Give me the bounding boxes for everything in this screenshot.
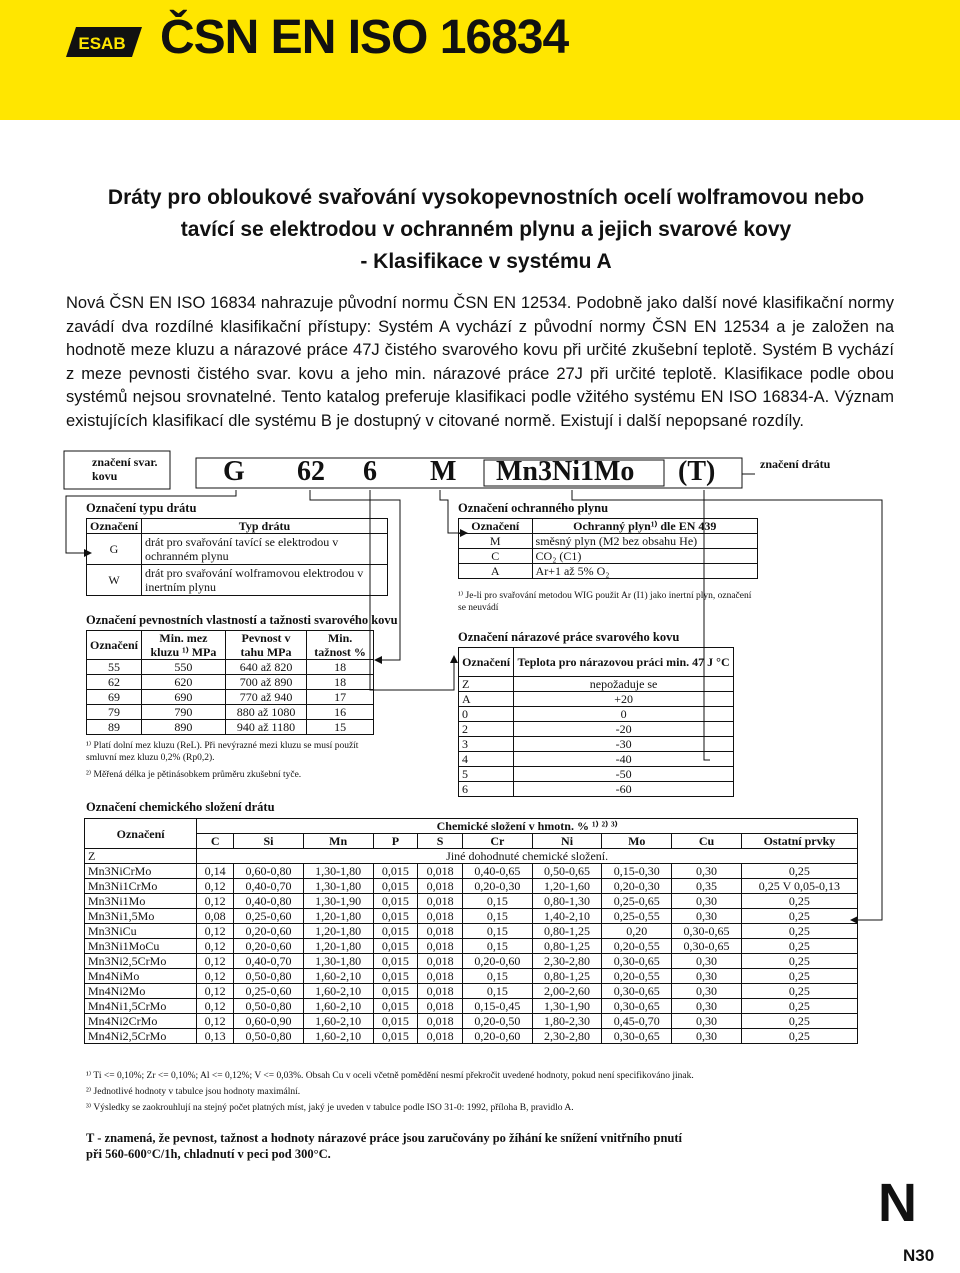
table-cell: 0,40-0,70: [234, 879, 304, 894]
table-cell: 0,30: [672, 969, 742, 984]
table-cell: 0,20-0,30: [602, 879, 672, 894]
table-cell: Mn3Ni1CrMo: [85, 879, 197, 894]
table-cell: 1,30-1,90: [303, 894, 373, 909]
table-cell: 0,018: [418, 924, 463, 939]
table-cell: 62: [87, 675, 142, 690]
table-cell: 0,015: [373, 1014, 418, 1029]
table-cell: Mn3NiCu: [85, 924, 197, 939]
table-cell: 0,30: [672, 984, 742, 999]
table-cell: 0,015: [373, 894, 418, 909]
table-cell: 1,60-2,10: [303, 984, 373, 999]
table-cell: 0,015: [373, 954, 418, 969]
table-cell: 0,08: [197, 909, 234, 924]
table-cell: 0,30-0,65: [672, 939, 742, 954]
chem-row: [85, 984, 858, 999]
table-cell: 0,20-0,60: [234, 939, 304, 954]
table-cell: Mn4Ni1,5CrMo: [85, 999, 197, 1014]
table-cell: 3: [459, 737, 514, 752]
table-cell: 0,25: [741, 969, 857, 984]
table-cell: Mn4Ni2Mo: [85, 984, 197, 999]
table-cell: 0,30: [672, 864, 742, 879]
table-cell: 0,15-0,30: [602, 864, 672, 879]
wire-type-table: Označení Typ drátu G drát pro svařování tavící se elektrodou v ochranném plynu W drát pro svařování wolframovou elektrodou v inertním plynu: [86, 518, 388, 596]
table-cell: 0,018: [418, 969, 463, 984]
table-cell: 1,20-1,80: [303, 909, 373, 924]
table-cell: 0,25-0,55: [602, 909, 672, 924]
table-cell: 0,018: [418, 1029, 463, 1044]
table-cell: 770 až 940: [225, 690, 306, 705]
table-cell: 0,015: [373, 939, 418, 954]
table-cell: 940 až 1180: [225, 720, 306, 735]
table-cell: 0,25-0,65: [602, 894, 672, 909]
table-cell: 0,25-0,60: [234, 909, 304, 924]
strength-table: Označení Min. mez kluzu ¹⁾ MPa Pevnost v tahu MPa Min. tažnost % 55 550 640 až 820 18 62 620 700 až 890 18 69 690 770 až 940 17 79 790 880 až 1080 16 89 890 940 až 1180 15: [86, 630, 374, 735]
chem-note-3: ³⁾ Výsledky se zaokrouhlují na stejný počet platných míst, jaký je uveden v tabulce podle ISO 31-0: 1992, příloha B, pravidlo A.: [86, 1103, 574, 1113]
strength-row: [87, 690, 374, 705]
table-cell: +20: [514, 692, 734, 707]
table-cell: Mn3Ni1Mo: [85, 894, 197, 909]
table-cell: 0,015: [373, 999, 418, 1014]
table-cell: 0,12: [197, 984, 234, 999]
table-cell: 0,25: [741, 1029, 857, 1044]
table-cell: 0,30-0,65: [602, 984, 672, 999]
table-cell: 0,12: [197, 954, 234, 969]
impact-row: [459, 737, 734, 752]
table-cell: 0,015: [373, 984, 418, 999]
table-cell: 0,12: [197, 894, 234, 909]
weld-metal-label: značení svar. kovu: [92, 455, 158, 483]
chem-column-header: Mo: [602, 834, 672, 849]
table-cell: 1,60-2,10: [303, 1014, 373, 1029]
document-title: Dráty pro obloukové svařování vysokopevnostních ocelí wolframovou nebo tavící se elektrodou v ochranném plynu a jejich svarové kovy - Klasifikace v systému A: [107, 186, 865, 273]
chem-row: [85, 999, 858, 1014]
table-cell: 0,015: [373, 909, 418, 924]
chem-row: [85, 969, 858, 984]
table-cell: 0,12: [197, 939, 234, 954]
table-cell: 5: [459, 767, 514, 782]
table-cell: 79: [87, 705, 142, 720]
table-cell: -50: [514, 767, 734, 782]
table-cell: 0,25: [741, 939, 857, 954]
table-cell: 0,25 V 0,05-0,13: [741, 879, 857, 894]
table-cell: 620: [142, 675, 226, 690]
table-cell: 1,40-2,10: [532, 909, 602, 924]
table-cell: 0,60-0,80: [234, 864, 304, 879]
table-cell: 0,50-0,80: [234, 969, 304, 984]
impact-table: Označení Teplota pro nárazovou práci min. 47 J °C Z nepožaduje se A +20 0 0 2 -20 3 -30 4 -40 5 -50 6 -60: [458, 647, 734, 797]
chem-row: [85, 954, 858, 969]
table-cell: 0,018: [418, 999, 463, 1014]
table-cell: Mn4Ni2CrMo: [85, 1014, 197, 1029]
table-cell: 0,25-0,60: [234, 984, 304, 999]
chem-row: [85, 894, 858, 909]
table-cell: Mn3NiCrMo: [85, 864, 197, 879]
table-cell: 0,12: [197, 879, 234, 894]
impact-row: [459, 752, 734, 767]
table-cell: 0,12: [197, 924, 234, 939]
code-part-impact: 6: [363, 456, 377, 487]
table-cell: -20: [514, 722, 734, 737]
table-cell: 0,12: [197, 969, 234, 984]
table-cell: 0,30: [672, 909, 742, 924]
gas-title: Označení ochranného plynu: [458, 501, 609, 515]
strength-title: Označení pevnostních vlastností a tažnosti svarového kovu: [86, 613, 398, 627]
table-cell: 0,25: [741, 984, 857, 999]
table-cell: 0,45-0,70: [602, 1014, 672, 1029]
strength-row: [87, 675, 374, 690]
table-cell: 0,15: [462, 909, 532, 924]
table-cell: -40: [514, 752, 734, 767]
table-cell: 0,30-0,65: [672, 924, 742, 939]
chem-row: [85, 1029, 858, 1044]
code-part-strength: 62: [297, 456, 325, 487]
table-cell: Mn3Ni2,5CrMo: [85, 954, 197, 969]
table-cell: 0,20-0,60: [234, 924, 304, 939]
table-cell: 0,15-0,45: [462, 999, 532, 1014]
table-cell: 4: [459, 752, 514, 767]
table-cell: 0,015: [373, 879, 418, 894]
chem-column-header: P: [373, 834, 418, 849]
chem-column-header: Mn: [303, 834, 373, 849]
table-cell: 0,50-0,65: [532, 864, 602, 879]
table-cell: 640 až 820: [225, 660, 306, 675]
chem-row: [85, 939, 858, 954]
table-cell: 0,35: [672, 879, 742, 894]
table-cell: 1,30-1,80: [303, 954, 373, 969]
table-cell: 0,018: [418, 1014, 463, 1029]
code-part-type: G: [223, 456, 245, 487]
impact-title: Označení nárazové práce svarového kovu: [458, 630, 680, 644]
table-cell: 0,20-0,55: [602, 939, 672, 954]
table-cell: 0,15: [462, 939, 532, 954]
table-cell: 2,00-2,60: [532, 984, 602, 999]
table-cell: 0,30: [672, 954, 742, 969]
table-cell: 1,20-1,80: [303, 939, 373, 954]
table-cell: 0,018: [418, 939, 463, 954]
table-cell: 17: [307, 690, 374, 705]
table-cell: 0,20: [602, 924, 672, 939]
gas-table: Označení Ochranný plyn¹⁾ dle EN 439 M směsný plyn (M2 bez obsahu He) C CO₂ (C1) A Ar+1 až 5% O₂: [458, 518, 758, 579]
table-cell: 0,20-0,60: [462, 954, 532, 969]
chem-column-header: C: [197, 834, 234, 849]
table-cell: 0,018: [418, 864, 463, 879]
chem-row: [85, 924, 858, 939]
chem-row: [85, 879, 858, 894]
table-cell: 700 až 890: [225, 675, 306, 690]
table-cell: 1,60-2,10: [303, 1029, 373, 1044]
svg-text:ESAB: ESAB: [78, 34, 126, 53]
table-cell: 1,60-2,10: [303, 999, 373, 1014]
table-cell: 0,015: [373, 969, 418, 984]
table-cell: 0,50-0,80: [234, 1029, 304, 1044]
table-cell: 0: [459, 707, 514, 722]
table-cell: 0,40-0,65: [462, 864, 532, 879]
table-cell: 15: [307, 720, 374, 735]
table-cell: 1,60-2,10: [303, 969, 373, 984]
table-cell: 1,30-1,90: [532, 999, 602, 1014]
table-cell: 0,30-0,65: [602, 1029, 672, 1044]
table-cell: A: [459, 692, 514, 707]
table-cell: 0,20-0,50: [462, 1014, 532, 1029]
page-title: ČSN EN ISO 16834: [160, 11, 569, 64]
table-cell: 0,12: [197, 999, 234, 1014]
table-cell: 1,30-1,80: [303, 864, 373, 879]
table-cell: 0,30: [672, 894, 742, 909]
chem-column-header: Ostatní prvky: [741, 834, 857, 849]
table-cell: 0,20-0,60: [462, 1029, 532, 1044]
table-cell: 1,20-1,80: [303, 924, 373, 939]
page-number: N30: [903, 1246, 935, 1265]
chem-column-header: Ni: [532, 834, 602, 849]
table-cell: 0,25: [741, 864, 857, 879]
chem-row: [85, 909, 858, 924]
table-cell: 0,80-1,30: [532, 894, 602, 909]
table-cell: 0,25: [741, 924, 857, 939]
code-part-gas: M: [430, 456, 457, 487]
table-cell: 0,12: [197, 1014, 234, 1029]
chem-title: Označení chemického složení drátu: [86, 800, 275, 814]
table-cell: 0,30: [672, 999, 742, 1014]
chem-column-header: Cu: [672, 834, 742, 849]
wire-type-title: Označení typu drátu: [86, 501, 197, 515]
chem-row: [85, 864, 858, 879]
table-cell: 18: [307, 675, 374, 690]
table-cell: 890: [142, 720, 226, 735]
table-cell: 2,30-2,80: [532, 1029, 602, 1044]
table-cell: 16: [307, 705, 374, 720]
table-cell: 0,25: [741, 909, 857, 924]
table-cell: 1,20-1,60: [532, 879, 602, 894]
impact-row: [459, 692, 734, 707]
table-cell: 1,80-2,30: [532, 1014, 602, 1029]
table-cell: 0,018: [418, 894, 463, 909]
table-cell: -60: [514, 782, 734, 797]
intro-paragraph: Nová ČSN EN ISO 16834 nahrazuje původní normu ČSN EN 12534. Podobně jako další nové klasifikační normy zavádí dva rozdílné klasifikační přístupy: Systém A vychází z původní normy ČSN EN 12534 a je založen na hodnotě meze kluzu a nárazové práce 47J čistého svarového kovu při určité zkušební teplotě. Systém B vychází z meze pevnosti čistého svar. kovu a jeho min. nárazové práce 27J při určité teplotě. Klasifikace podle obou systémů nejsou srovnatelné. Tento katalog preferuje klasifikaci podle vžitého systému EN ISO 16834-A. Význam existujících klasifikací dle systému B je dostupný v citované normě. Existují i další nepopsané rozdíly.: [66, 294, 894, 430]
table-cell: 0,60-0,90: [234, 1014, 304, 1029]
section-letter: N: [878, 1173, 917, 1233]
strength-row: [87, 705, 374, 720]
table-cell: Mn3Ni1,5Mo: [85, 909, 197, 924]
table-cell: 69: [87, 690, 142, 705]
table-cell: Mn4NiMo: [85, 969, 197, 984]
table-cell: 0,15: [462, 984, 532, 999]
table-cell: 880 až 1080: [225, 705, 306, 720]
table-cell: 0,25: [741, 1014, 857, 1029]
table-cell: 0,25: [741, 894, 857, 909]
code-part-chem: Mn3Ni1Mo: [496, 456, 635, 487]
table-cell: 0,14: [197, 864, 234, 879]
table-cell: 0,018: [418, 984, 463, 999]
table-cell: 0,40-0,80: [234, 894, 304, 909]
chem-column-header: Si: [234, 834, 304, 849]
strength-note-2: ²⁾ Měřená délka je pětinásobkem průměru zkušební tyče.: [86, 770, 302, 780]
table-cell: 1,30-1,80: [303, 879, 373, 894]
chem-row: [85, 1014, 858, 1029]
chem-note-2: ²⁾ Jednotlivé hodnoty v tabulce jsou hodnoty maximální.: [86, 1087, 301, 1097]
strength-row: [87, 660, 374, 675]
table-cell: 0,018: [418, 909, 463, 924]
chem-column-header: Cr: [462, 834, 532, 849]
table-cell: 550: [142, 660, 226, 675]
table-cell: 0,20-0,55: [602, 969, 672, 984]
table-cell: 0,015: [373, 1029, 418, 1044]
table-cell: 0,30-0,65: [602, 999, 672, 1014]
impact-row: [459, 677, 734, 692]
chem-column-header: S: [418, 834, 463, 849]
table-cell: 0,80-1,25: [532, 924, 602, 939]
table-cell: 0,30: [672, 1029, 742, 1044]
code-part-t: (T): [678, 456, 716, 487]
table-cell: 0,15: [462, 969, 532, 984]
table-cell: 55: [87, 660, 142, 675]
table-cell: 0,15: [462, 894, 532, 909]
chem-note-1: ¹⁾ Ti <= 0,10%; Zr <= 0,10%; Al <= 0,12%; V <= 0,03%. Obsah Cu v oceli včetně pomědění nesmí překročit uvedené hodnoty, pokud není specifikováno jinak.: [86, 1071, 694, 1081]
table-cell: 89: [87, 720, 142, 735]
impact-row: [459, 767, 734, 782]
table-cell: Mn4Ni2,5CrMo: [85, 1029, 197, 1044]
impact-row: [459, 707, 734, 722]
table-cell: 0,30: [672, 1014, 742, 1029]
strength-note-1: ¹⁾ Platí dolní mez kluzu (ReL). Při nevýrazné mezi kluzu se musí použít smluvní mez kluzu 0,2% (Rp0,2).: [86, 741, 359, 763]
table-cell: 0,13: [197, 1029, 234, 1044]
t-note: T - znamená, že pevnost, tažnost a hodnoty nárazové práce jsou zaručovány po žíhání ke snížení vnitřního pnutí při 560-600°C/1h, chladnutí v peci pod 300°C.: [86, 1131, 682, 1161]
table-cell: 0,015: [373, 924, 418, 939]
strength-row: [87, 720, 374, 735]
table-cell: 0,80-1,25: [532, 969, 602, 984]
table-cell: 0,20-0,30: [462, 879, 532, 894]
table-cell: 0,015: [373, 864, 418, 879]
table-cell: 0,40-0,70: [234, 954, 304, 969]
impact-row: [459, 722, 734, 737]
table-cell: 0,30-0,65: [602, 954, 672, 969]
table-cell: 6: [459, 782, 514, 797]
table-cell: 0,018: [418, 879, 463, 894]
chem-table: Označení Chemické složení v hmotn. % ¹⁾ ²⁾ ³⁾ C Si Mn P S Cr Ni Mo Cu Ostatní prvky Z Jiné dohodnuté chemické složení. Mn3NiCrMo 0,14 0,60-0,80 1,30-1,80 0,015 0,018 0,40-0,65 0,50-0,65 0,15-0,30 0,30 0,25 Mn3Ni1CrMo 0,12 0,40-0,70 1,30-1,80 0,015 0,018 0,20-0,30 1,20-1,60 0,20-0,30 0,35 0,25 V 0,05-0,13 Mn3Ni1Mo 0,12 0,40-0,80 1,30-1,90 0,015 0,018 0,15 0,80-1,30 0,25-0,65 0,30 0,25 Mn3Ni1,5Mo 0,08 0,25-0,60 1,20-1,80 0,015 0,018 0,15 1,40-2,10 0,25-0,55 0,30 0,25 Mn3NiCu 0,12 0,20-0,60 1,20-1,80 0,015 0,018 0,15 0,80-1,25 0,20 0,30-0,65 0,25 Mn3Ni1MoCu 0,12 0,20-0,60 1,20-1,80 0,015 0,018 0,15 0,80-1,25 0,20-0,55 0,30-0,65 0,25 Mn3Ni2,5CrMo 0,12 0,40-0,70 1,30-1,80 0,015 0,018 0,20-0,60 2,30-2,80 0,30-0,65 0,30 0,25 Mn4NiMo 0,12 0,50-0,80 1,60-2,10 0,015 0,018 0,15 0,80-1,25 0,20-0,55 0,30 0,25 Mn4Ni2Mo 0,12 0,25-0,60 1,60-2,10 0,015 0,018 0,15 2,00-2,60 0,30-0,65 0,30 0,25 Mn4Ni1,5CrMo 0,12 0,50-0,80 1,60-2,10 0,015 0,018 0,15-0,45 1,30-1,90 0,30-0,65 0,30 0,25 Mn4Ni2CrMo 0,12 0,60-0,90 1,60-2,10 0,015 0,018 0,20-0,50 1,80-2,30 0,45-0,70 0,30 0,25 Mn4Ni2,5CrMo 0,13 0,50-0,80 1,60-2,10 0,015 0,018 0,20-0,60 2,30-2,80 0,30-0,65 0,30 0,25: [84, 818, 858, 1044]
table-cell: nepožaduje se: [514, 677, 734, 692]
table-cell: 0,018: [418, 954, 463, 969]
table-cell: 690: [142, 690, 226, 705]
table-cell: Mn3Ni1MoCu: [85, 939, 197, 954]
gas-note: ¹⁾ Je-li pro svařování metodou WIG použit Ar (I1) jako inertní plyn, označení se neuvádí: [458, 591, 752, 613]
table-cell: 18: [307, 660, 374, 675]
table-cell: 0,80-1,25: [532, 939, 602, 954]
table-cell: 0,15: [462, 924, 532, 939]
impact-row: [459, 782, 734, 797]
table-cell: 790: [142, 705, 226, 720]
table-cell: 2,30-2,80: [532, 954, 602, 969]
table-cell: Z: [459, 677, 514, 692]
table-cell: 0: [514, 707, 734, 722]
table-cell: 2: [459, 722, 514, 737]
wire-label: značení drátu: [760, 457, 831, 471]
table-cell: -30: [514, 737, 734, 752]
table-cell: 0,25: [741, 954, 857, 969]
table-cell: 0,50-0,80: [234, 999, 304, 1014]
table-cell: 0,25: [741, 999, 857, 1014]
